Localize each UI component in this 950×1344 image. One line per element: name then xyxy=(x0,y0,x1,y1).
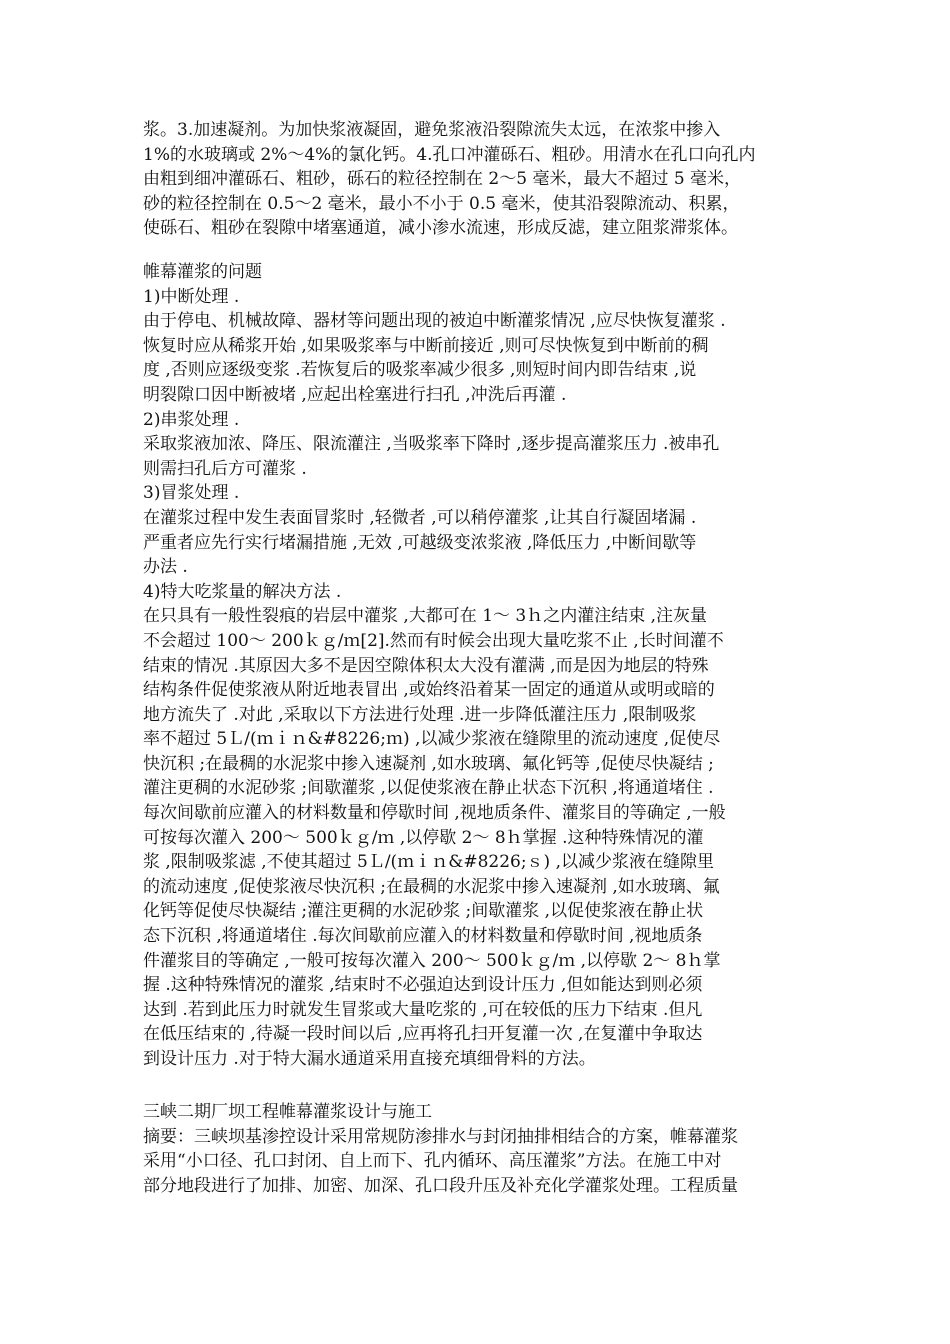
section-curtain-grouting-issues xyxy=(143,260,815,1072)
text-line: 2)串浆处理 . xyxy=(143,409,240,430)
text-line: 明裂隙口因中断被堵 ,应起出栓塞进行扫孔 ,冲洗后再灌 . xyxy=(143,384,567,405)
text-line: 采取浆液加浓、降压、限流灌注 ,当吸浆率下降时 ,逐步提高灌浆压力 .被串孔 xyxy=(143,434,720,455)
text-line: 达到 .若到此压力时就发生冒浆或大量吃浆的 ,可在较低的压力下结束 .但凡 xyxy=(143,999,703,1020)
text-line: 在灌浆过程中发生表面冒浆时 ,轻微者 ,可以稍停灌浆 ,让其自行凝固堵漏 . xyxy=(143,507,697,528)
text-line: 在只具有一般性裂痕的岩层中灌浆 ,大都可在 1～ 3ｈ之内灌注结束 ,注灰量 xyxy=(143,606,708,627)
text-line: 1)中断处理 . xyxy=(143,286,240,307)
section-three-gorges-curtain-grouting xyxy=(143,1100,815,1198)
text-line: 三峡二期厂坝工程帷幕灌浆设计与施工 xyxy=(143,1102,432,1122)
text-line: 则需扫孔后方可灌浆 . xyxy=(143,458,307,479)
text-line: 不会超过 100～ 200ｋｇ/ｍ[2].然而有时候会出现大量吃浆不止 ,长时间灌不 xyxy=(143,630,724,651)
text-line: 到设计压力 .对于特大漏水通道采用直接充填细骨料的方法。 xyxy=(143,1049,596,1069)
text-line: 摘要：三峡坝基渗控设计采用常规防渗排水与封闭抽排相结合的方案，帷幕灌浆 xyxy=(143,1126,738,1147)
text-line: 3)冒浆处理 . xyxy=(143,483,240,504)
text-line: 浆。3.加速凝剂。为加快浆液凝固，避免浆液沿裂隙流失太远，在浓浆中掺入 xyxy=(143,120,721,140)
text-line: 使砾石、粗砂在裂隙中堵塞通道，减小渗水流速，形成反滤，建立阻浆滞浆体。 xyxy=(143,218,738,239)
text-line: 结束的情况 .其原因大多不是因空隙体积太大没有灌满 ,而是因为地层的特殊 xyxy=(143,655,709,676)
text-line: 办法 . xyxy=(143,557,188,578)
text-line: 采用“小口径、孔口封闭、自上而下、孔内循环、高压灌浆”方法。在施工中对 xyxy=(143,1151,722,1172)
text-line: 地方流失了 .对此 ,采取以下方法进行处理 .进一步降低灌注压力 ,限制吸浆 xyxy=(143,704,697,725)
text-line: 的流动速度 ,促使浆液尽快沉积 ;在最稠的水泥浆中掺入速凝剂 ,如水玻璃、氟 xyxy=(143,876,720,897)
paragraph-intro xyxy=(143,118,815,241)
text-line: 严重者应先行实行堵漏措施 ,无效 ,可越级变浓浆液 ,降低压力 ,中断间歇等 xyxy=(143,532,697,553)
text-line: 恢复时应从稀浆开始 ,如果吸浆率与中断前接近 ,则可尽快恢复到中断前的稠 xyxy=(143,335,709,356)
text-line: 结构条件促使浆液从附近地表冒出 ,或始终沿着某一固定的通道从或明或暗的 xyxy=(143,680,715,701)
text-line: 可按每次灌入 200～ 500ｋｇ/ｍ ,以停歇 2～ 8ｈ掌握 .这种特殊情况的灌 xyxy=(143,827,704,848)
text-line: 率不超过 5Ｌ/(ｍｉｎ&#8226;ｍ) ,以减少浆液在缝隙里的流动速度 ,促使尽 xyxy=(143,729,721,750)
text-line: 态下沉积 ,将通道堵住 .每次间歇前应灌入的材料数量和停歇时间 ,视地质条 xyxy=(143,926,703,947)
text-line: 帷幕灌浆的问题 xyxy=(143,262,262,282)
text-line: 由于停电、机械故障、器材等问题出现的被迫中断灌浆情况 ,应尽快恢复灌浆 . xyxy=(143,311,726,332)
text-line: 由粗到细冲灌砾石、粗砂，砾石的粒径控制在 2～5 毫米，最大不超过 5 毫米， xyxy=(143,169,742,190)
text-line: 砂的粒径控制在 0.5～2 毫米，最小不小于 0.5 毫米，使其沿裂隙流动、积累， xyxy=(143,193,740,214)
text-line: 度 ,否则应逐级变浆 .若恢复后的吸浆率减少很多 ,则短时间内即告结束 ,说 xyxy=(143,360,697,381)
text-line: 快沉积 ;在最稠的水泥浆中掺入速凝剂 ,如水玻璃、氟化钙等 ,促使尽快凝结 ; xyxy=(143,753,714,774)
text-line: 4)特大吃浆量的解决方法 . xyxy=(143,581,342,602)
text-line: 握 .这种特殊情况的灌浆 ,结束时不必强迫达到设计压力 ,但如能达到则必须 xyxy=(143,975,703,996)
text-line: 在低压结束的 ,待凝一段时间以后 ,应再将孔扫开复灌一次 ,在复灌中争取达 xyxy=(143,1024,703,1045)
text-line: 浆 ,限制吸浆滤 ,不使其超过 5Ｌ/(ｍｉｎ&#8226;ｓ) ,以减少浆液在缝隙里 xyxy=(143,852,715,873)
text-line: 件灌浆目的等确定 ,一般可按每次灌入 200～ 500ｋｇ/ｍ ,以停歇 2～ 8ｈ掌 xyxy=(143,950,721,971)
text-line: 灌注更稠的水泥砂浆 ;间歇灌浆 ,以促使浆液在静止状态下沉积 ,将通道堵住 . xyxy=(143,778,714,799)
text-line: 部分地段进行了加排、加密、加深、孔口段升压及补充化学灌浆处理。工程质量 xyxy=(143,1175,738,1196)
text-line: 每次间歇前应灌入的材料数量和停歇时间 ,视地质条件、灌浆目的等确定 ,一般 xyxy=(143,803,726,824)
text-line: 1%的水玻璃或 2%～4%的氯化钙。4.孔口冲灌砾石、粗砂。用清水在孔口向孔内 xyxy=(143,144,756,165)
text-line: 化钙等促使尽快凝结 ;灌注更稠的水泥砂浆 ;间歇灌浆 ,以促使浆液在静止状 xyxy=(143,901,704,922)
